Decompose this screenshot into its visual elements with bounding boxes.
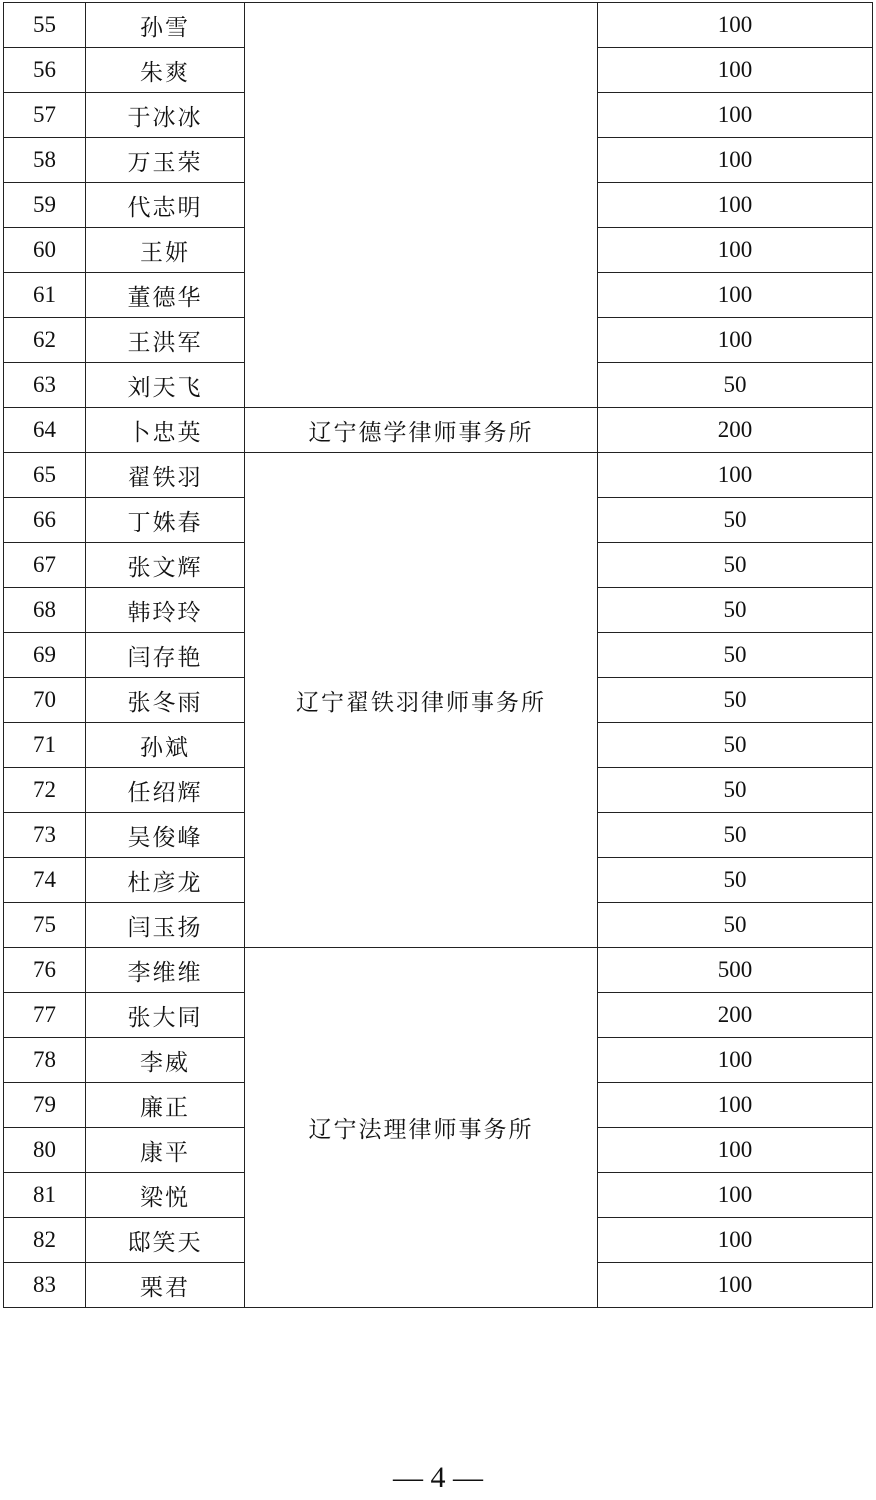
name-cell: 王妍: [86, 228, 245, 273]
row-number-cell: 77: [4, 993, 86, 1038]
name-cell: 董德华: [86, 273, 245, 318]
amount-cell: 100: [598, 1218, 873, 1263]
row-number-cell: 62: [4, 318, 86, 363]
amount-cell: 100: [598, 183, 873, 228]
amount-cell: 500: [598, 948, 873, 993]
amount-cell: 50: [598, 903, 873, 948]
amount-cell: 50: [598, 543, 873, 588]
row-number-cell: 55: [4, 3, 86, 48]
amount-cell: 100: [598, 453, 873, 498]
name-cell: 杜彦龙: [86, 858, 245, 903]
amount-cell: 100: [598, 1173, 873, 1218]
amount-cell: 100: [598, 1038, 873, 1083]
page-number: — 4 —: [393, 1461, 483, 1494]
name-cell: 梁悦: [86, 1173, 245, 1218]
row-number-cell: 70: [4, 678, 86, 723]
row-number-cell: 67: [4, 543, 86, 588]
row-number-cell: 74: [4, 858, 86, 903]
amount-cell: 50: [598, 363, 873, 408]
name-cell: 代志明: [86, 183, 245, 228]
amount-cell: 200: [598, 408, 873, 453]
name-cell: 于冰冰: [86, 93, 245, 138]
amount-cell: 50: [598, 723, 873, 768]
name-cell: 康平: [86, 1128, 245, 1173]
amount-cell: 50: [598, 678, 873, 723]
name-cell: 孙雪: [86, 3, 245, 48]
firm-cell: 辽宁德学律师事务所: [245, 408, 598, 453]
row-number-cell: 66: [4, 498, 86, 543]
row-number-cell: 78: [4, 1038, 86, 1083]
name-cell: 韩玲玲: [86, 588, 245, 633]
name-cell: 万玉荣: [86, 138, 245, 183]
row-number-cell: 57: [4, 93, 86, 138]
name-cell: 王洪军: [86, 318, 245, 363]
row-number-cell: 61: [4, 273, 86, 318]
name-cell: 廉正: [86, 1083, 245, 1128]
amount-cell: 100: [598, 138, 873, 183]
amount-cell: 100: [598, 1128, 873, 1173]
row-number-cell: 59: [4, 183, 86, 228]
amount-cell: 100: [598, 318, 873, 363]
name-cell: 张冬雨: [86, 678, 245, 723]
firm-cell: [245, 3, 598, 408]
amount-cell: 50: [598, 498, 873, 543]
name-cell: 丁姝春: [86, 498, 245, 543]
amount-cell: 100: [598, 93, 873, 138]
row-number-cell: 65: [4, 453, 86, 498]
amount-cell: 100: [598, 228, 873, 273]
name-cell: 翟铁羽: [86, 453, 245, 498]
amount-cell: 100: [598, 48, 873, 93]
name-cell: 李威: [86, 1038, 245, 1083]
row-number-cell: 73: [4, 813, 86, 858]
row-number-cell: 75: [4, 903, 86, 948]
name-cell: 刘天飞: [86, 363, 245, 408]
row-number-cell: 68: [4, 588, 86, 633]
row-number-cell: 80: [4, 1128, 86, 1173]
row-number-cell: 76: [4, 948, 86, 993]
amount-cell: 100: [598, 1083, 873, 1128]
donation-table: [3, 2, 873, 1308]
amount-cell: 50: [598, 633, 873, 678]
firm-cell: 辽宁翟铁羽律师事务所: [245, 453, 598, 948]
amount-cell: 100: [598, 1263, 873, 1308]
row-number-cell: 82: [4, 1218, 86, 1263]
table-row: [4, 3, 873, 48]
name-cell: 张大同: [86, 993, 245, 1038]
amount-cell: 50: [598, 858, 873, 903]
table-row: [4, 948, 873, 993]
firm-cell: 辽宁法理律师事务所: [245, 948, 598, 1308]
name-cell: 闫玉扬: [86, 903, 245, 948]
name-cell: 李维维: [86, 948, 245, 993]
name-cell: 邸笑天: [86, 1218, 245, 1263]
name-cell: 卜忠英: [86, 408, 245, 453]
amount-cell: 200: [598, 993, 873, 1038]
row-number-cell: 71: [4, 723, 86, 768]
row-number-cell: 56: [4, 48, 86, 93]
name-cell: 张文辉: [86, 543, 245, 588]
name-cell: 吴俊峰: [86, 813, 245, 858]
name-cell: 闫存艳: [86, 633, 245, 678]
row-number-cell: 81: [4, 1173, 86, 1218]
name-cell: 任绍辉: [86, 768, 245, 813]
row-number-cell: 72: [4, 768, 86, 813]
amount-cell: 100: [598, 3, 873, 48]
name-cell: 孙斌: [86, 723, 245, 768]
name-cell: 朱爽: [86, 48, 245, 93]
amount-cell: 100: [598, 273, 873, 318]
table-body: [4, 3, 873, 1308]
row-number-cell: 64: [4, 408, 86, 453]
table-row: [4, 408, 873, 453]
row-number-cell: 69: [4, 633, 86, 678]
row-number-cell: 58: [4, 138, 86, 183]
amount-cell: 50: [598, 813, 873, 858]
table-row: [4, 453, 873, 498]
row-number-cell: 83: [4, 1263, 86, 1308]
amount-cell: 50: [598, 768, 873, 813]
row-number-cell: 79: [4, 1083, 86, 1128]
amount-cell: 50: [598, 588, 873, 633]
row-number-cell: 63: [4, 363, 86, 408]
row-number-cell: 60: [4, 228, 86, 273]
name-cell: 栗君: [86, 1263, 245, 1308]
